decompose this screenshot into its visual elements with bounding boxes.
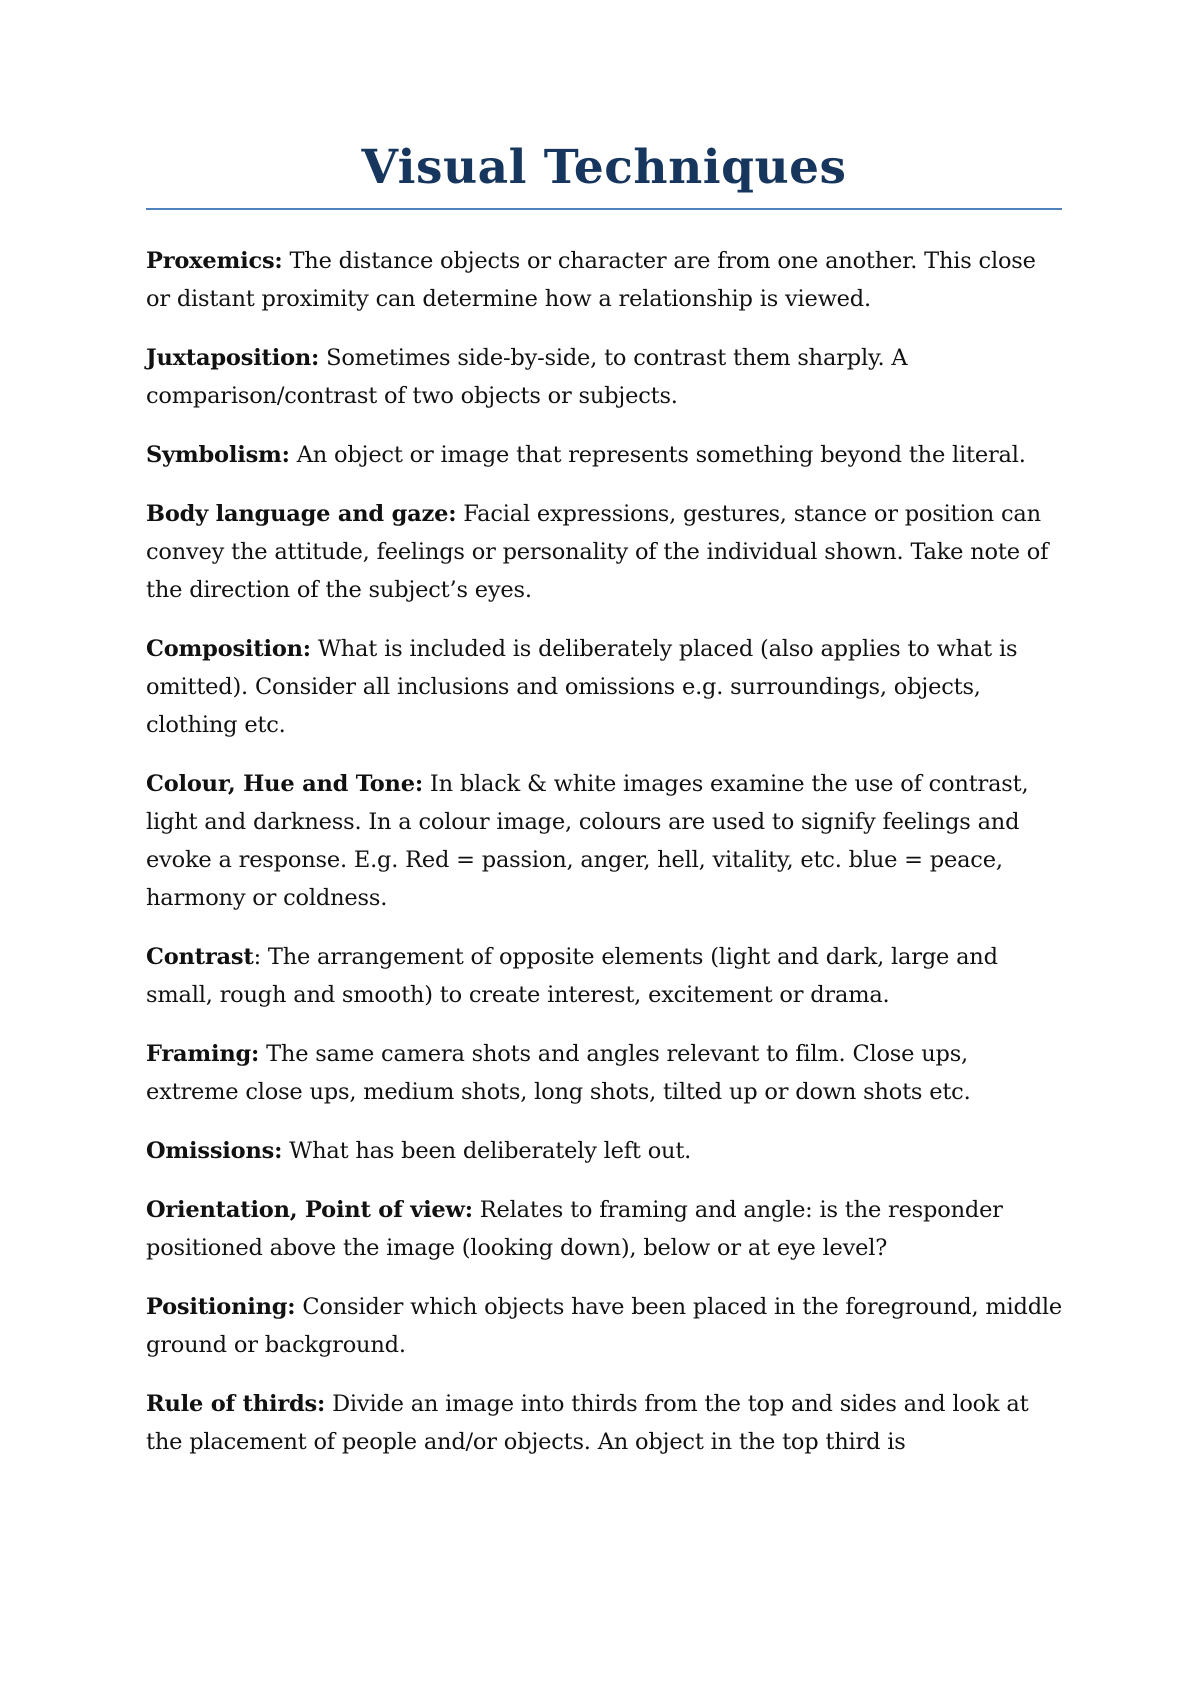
- term-description: What has been deliberately left out.: [282, 1138, 692, 1165]
- definition-colour-hue-tone: [146, 765, 1062, 917]
- term-description: The same camera shots and angles relevant to film. Close ups, extreme close ups, medium shots, long shots, tilted up or down shots etc.: [146, 1041, 971, 1106]
- term-label: Proxemics:: [146, 248, 283, 275]
- definitions-list: [146, 242, 1062, 1461]
- term-description: An object or image that represents something beyond the literal.: [289, 442, 1026, 469]
- definition-body-language: [146, 495, 1062, 609]
- term-description: Relates to framing and angle: is the responder positioned above the image (looking down), below or at eye level?: [146, 1197, 1003, 1262]
- term-label: Framing:: [146, 1041, 260, 1068]
- term-description: Sometimes side-by-side, to contrast them sharply. A comparison/contrast of two objects or subjects.: [146, 345, 908, 410]
- definition-rule-of-thirds: [146, 1385, 1062, 1461]
- term-label: Orientation, Point of view:: [146, 1197, 473, 1224]
- definition-contrast: [146, 938, 1062, 1014]
- term-label: Juxtaposition:: [146, 345, 320, 372]
- term-label: Body language and gaze:: [146, 501, 457, 528]
- definition-composition: [146, 630, 1062, 744]
- term-label: Positioning:: [146, 1294, 296, 1321]
- definition-symbolism: [146, 436, 1062, 474]
- term-description: In black & white images examine the use of contrast, light and darkness. In a colour image, colours are used to signify feelings and evoke a response. E.g. Red = passion, anger, hell, vitality, etc. blue = peace, harmony or coldness.: [146, 771, 1029, 912]
- definition-proxemics: [146, 242, 1062, 318]
- term-description: The distance objects or character are from one another. This close or distant proximity can determine how a relationship is viewed.: [146, 248, 1036, 313]
- term-description: What is included is deliberately placed (also applies to what is omitted). Consider all inclusions and omissions e.g. surroundings, objects, clothing etc.: [146, 636, 1018, 739]
- page-title: Visual Techniques: [361, 140, 847, 195]
- term-description: Consider which objects have been placed in the foreground, middle ground or background.: [146, 1294, 1063, 1359]
- term-label: Omissions:: [146, 1138, 283, 1165]
- definition-juxtaposition: [146, 339, 1062, 415]
- definition-omissions: [146, 1132, 1062, 1170]
- term-label: Symbolism:: [146, 442, 290, 469]
- term-description: Divide an image into thirds from the top and sides and look at the placement of people and/or objects. An object in the top third is: [146, 1391, 1029, 1456]
- definition-positioning: [146, 1288, 1062, 1364]
- term-label: Rule of thirds:: [146, 1391, 326, 1418]
- term-description: : The arrangement of opposite elements (light and dark, large and small, rough and smooth) to create interest, excitement or drama.: [146, 944, 998, 1009]
- term-description: Facial expressions, gestures, stance or position can convey the attitude, feelings or personality of the individual shown. Take note of the direction of the subject’s eyes.: [146, 501, 1049, 604]
- title-underline: [146, 208, 1062, 210]
- term-label: Composition:: [146, 636, 311, 663]
- term-label: Contrast: [146, 944, 254, 971]
- document-page: [146, 140, 1062, 1482]
- term-label: Colour, Hue and Tone:: [146, 771, 423, 798]
- definition-orientation: [146, 1191, 1062, 1267]
- definition-framing: [146, 1035, 1062, 1111]
